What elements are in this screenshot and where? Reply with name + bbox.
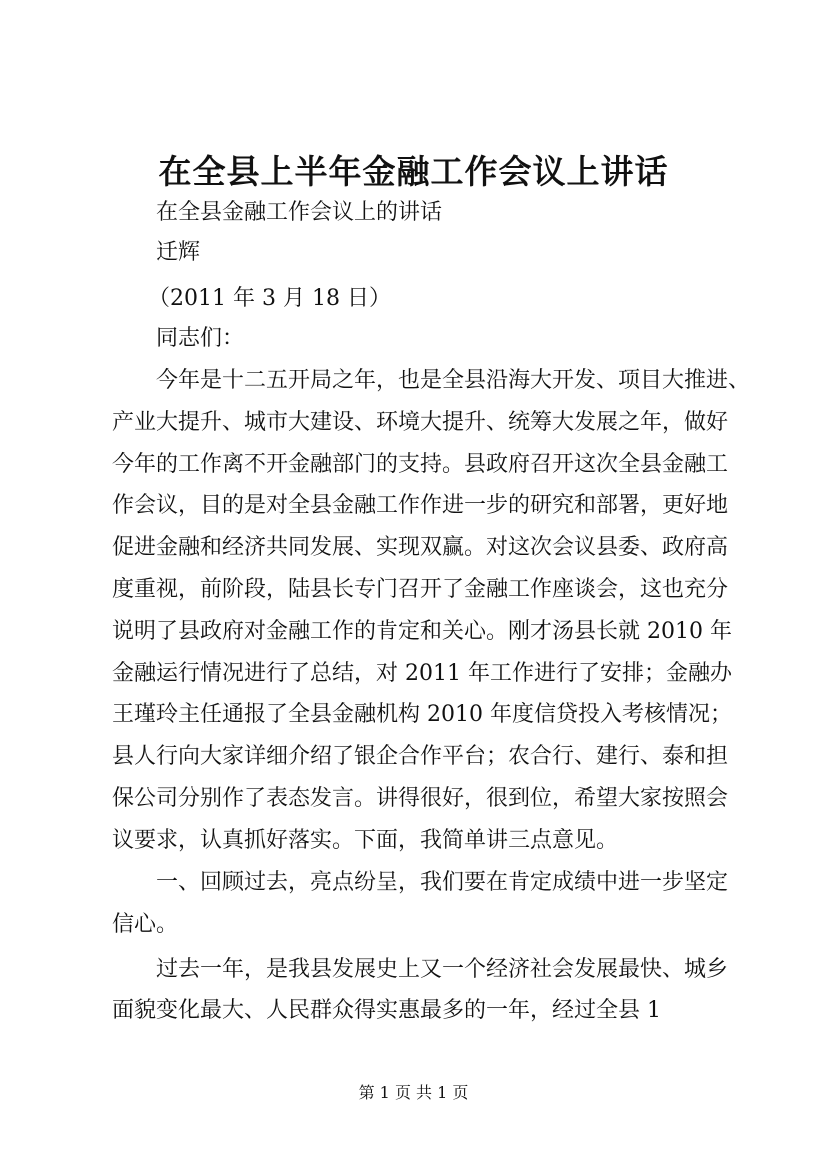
paragraph-line: 面貌变化最大、人民群众得实惠最多的一年，经过全县 1 <box>112 998 661 1023</box>
paragraph-line: 今年是十二五开局之年，也是全县沿海大开发、项目大推进、 <box>156 368 751 393</box>
document-title: 在全县上半年金融工作会议上讲话 <box>158 152 669 191</box>
paragraph-line: 说明了县政府对金融工作的肯定和关心。刚才汤县长就 2010 年 <box>112 619 732 644</box>
paragraph-line: 保公司分别作了表态发言。讲得很好，很到位，希望大家按照会 <box>112 786 729 811</box>
paragraph-line: 王瑾玲主任通报了全县金融机构 2010 年度信贷投入考核情况； <box>112 702 732 727</box>
paragraph-line: 促进金融和经济共同发展、实现双赢。对这次会议县委、政府高 <box>112 535 729 560</box>
paragraph-line: 县人行向大家详细介绍了银企合作平台；农合行、建行、泰和担 <box>112 744 729 769</box>
paragraph-line: 产业大提升、城市大建设、环境大提升、统筹大发展之年，做好 <box>112 410 729 435</box>
paragraph-line: 作会议，目的是对全县金融工作作进一步的研究和部署，更好地 <box>112 493 729 518</box>
section-heading-line: 一、回顾过去，亮点纷呈，我们要在肯定成绩中进一步坚定 <box>156 870 729 895</box>
paragraph-line: 过去一年，是我县发展史上又一个经济社会发展最快、城乡 <box>156 957 729 982</box>
section-heading-line: 信心。 <box>112 912 179 937</box>
paragraph-line: 议要求，认真抓好落实。下面，我简单讲三点意见。 <box>112 828 619 853</box>
paragraph-line: 金融运行情况进行了总结，对 2011 年工作进行了安排；金融办 <box>112 661 732 686</box>
paragraph-line: 度重视，前阶段，陆县长专门召开了金融工作座谈会，这也充分 <box>112 577 729 602</box>
author-name: 迁辉 <box>156 240 201 265</box>
speech-date: （2011 年 3 月 18 日） <box>148 286 391 311</box>
document-subtitle: 在全县金融工作会议上的讲话 <box>156 200 443 225</box>
paragraph-line: 今年的工作离不开金融部门的支持。县政府召开这次全县金融工 <box>112 452 729 477</box>
salutation: 同志们： <box>156 326 245 351</box>
page-number-footer: 第 1 页 共 1 页 <box>358 1083 469 1102</box>
